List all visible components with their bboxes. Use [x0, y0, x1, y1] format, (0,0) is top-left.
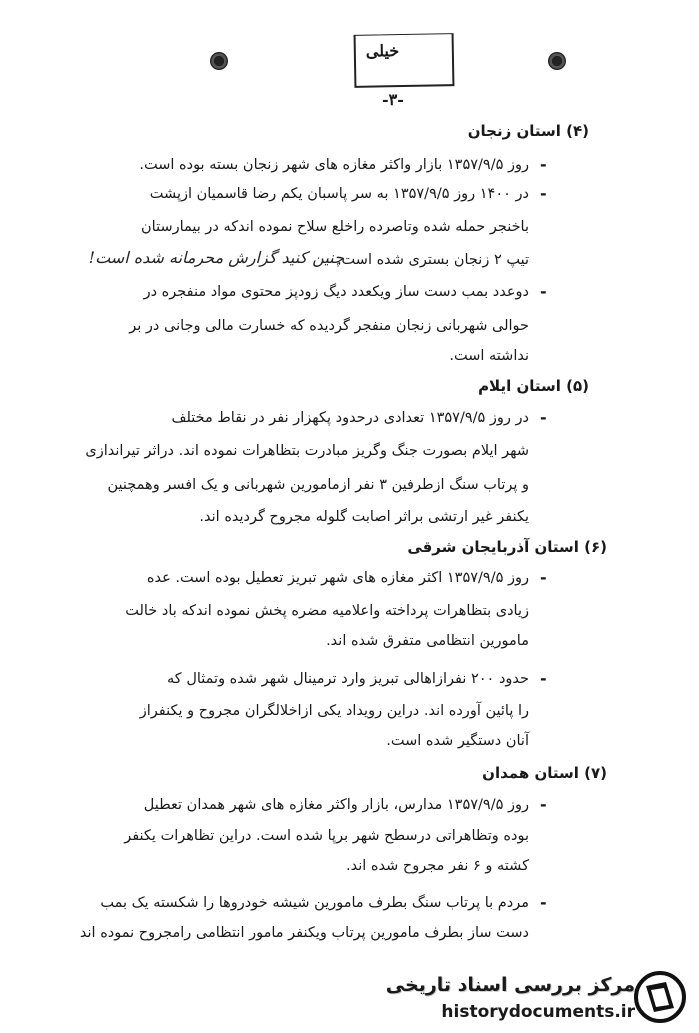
text-line: حوالی شهربانی زنجان منفجر گردیده که خسارت مالی وجانی در بر	[129, 318, 529, 334]
bullet-dash: -	[540, 408, 547, 427]
punch-hole-left	[210, 52, 228, 70]
text-line: روز ۱۳۵۷/۹/۵ اکثر مغازه های شهر تبریز تعطیل بوده است. عده	[146, 570, 529, 586]
section-heading-hamadan: (۷) استان همدان	[482, 764, 607, 782]
handwritten-note: چنین کنید گزارش محرمانه شده است!	[88, 248, 344, 267]
bullet-dash: -	[540, 282, 547, 301]
text-line: را پائین آورده اند. دراین رویداد یکی ازاخلالگران مجروح و یکنفراز	[139, 703, 529, 719]
text-line: روز ۱۳۵۷/۹/۵ بازار واکثر مغازه های شهر زنجان بسته بوده است.	[139, 157, 529, 173]
text-line: دوعدد بمب دست ساز ویکعدد دیگ زودپز محتوی مواد منفجره در	[143, 284, 529, 300]
text-line: شهر ایلام بصورت جنگ وگریز مبادرت بتظاهرات نموده اند. دراثر تیراندازی	[85, 443, 529, 459]
text-line: مامورین انتظامی متفرق شده اند.	[326, 633, 529, 649]
section-heading-ilam: (۵) استان ایلام	[478, 377, 589, 395]
page-number: -۳-	[382, 90, 404, 109]
classification-stamp	[354, 33, 455, 88]
text-line: تیپ ۲ زنجان بستری شده است.	[336, 252, 529, 268]
bullet-dash: -	[540, 795, 547, 814]
bullet-dash: -	[540, 155, 547, 174]
section-heading-zanjan: (۴) استان زنجان	[467, 122, 589, 140]
watermark-title: مرکز بررسی اسناد تاریخی	[385, 974, 635, 996]
bullet-dash: -	[540, 893, 547, 912]
text-line: در روز ۱۳۵۷/۹/۵ تعدادی درحدود پکهزار نفر در نقاط مختلف	[171, 410, 529, 426]
text-line: حدود ۲۰۰ نفرازاهالی تبریز وارد ترمینال شهر شده وتمثال که	[167, 671, 529, 687]
bullet-dash: -	[540, 568, 547, 587]
text-line: مردم با پرتاب سنگ بطرف مامورین شیشه خودروها را شکسته یک بمب	[100, 895, 529, 911]
section-heading-east-azerbaijan: (۶) استان آذربایجان شرقی	[407, 538, 607, 556]
text-line: روز ۱۳۵۷/۹/۵ مدارس، بازار واکثر مغازه های شهر همدان تعطیل	[143, 797, 529, 813]
text-line: زیادی بتظاهرات پرداخته واعلامیه مضره پخش نموده اندکه باد خالت	[125, 603, 529, 619]
text-line: در ۱۴۰۰ روز ۱۳۵۷/۹/۵ به سر پاسبان یکم رضا قاسمیان ازپشت	[149, 186, 529, 202]
text-line: باخنجر حمله شده وتاصرده راخلع سلاح نموده اندکه در بیمارستان	[141, 219, 529, 235]
text-line: آنان دستگیر شده است.	[386, 733, 529, 749]
bullet-dash: -	[540, 184, 547, 203]
text-line: کشته و ۶ نفر مجروح شده اند.	[346, 858, 529, 874]
text-line: یکنفر غیر ارتشی براثر اصابت گلوله مجروح گردیده اند.	[199, 509, 529, 525]
text-line: بوده وتظاهراتی درسطح شهر برپا شده است. دراین تظاهرات یکنفر	[124, 828, 529, 844]
punch-hole-right	[548, 52, 566, 70]
text-line: نداشته است.	[449, 348, 529, 364]
text-line: و پرتاب سنگ ازطرفین ۳ نفر ازمامورین شهربانی و یک افسر وهمچنین	[107, 477, 529, 493]
watermark-url[interactable]: historydocuments.ir	[441, 1002, 635, 1022]
text-line: دست ساز بطرف مامورین پرتاب ویکنفر مامور انتظامی رامجروح نموده اند	[79, 925, 529, 941]
bullet-dash: -	[540, 669, 547, 688]
stamp-text: خیلی	[365, 41, 400, 61]
